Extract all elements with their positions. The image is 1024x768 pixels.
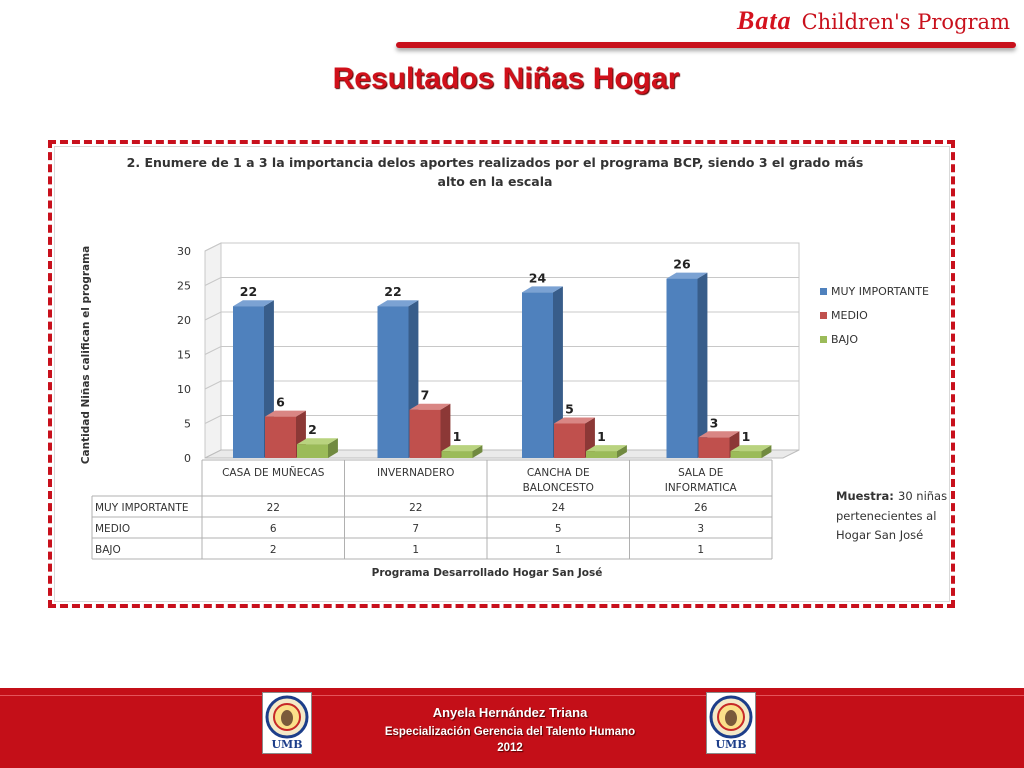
bar <box>378 306 409 458</box>
bar-chart <box>55 147 949 601</box>
table-cell: 1 <box>697 544 705 556</box>
bar-value-label: 22 <box>384 284 402 300</box>
footer-program: Especialización Gerencia del Talento Humano <box>384 726 636 738</box>
university-seal-right-icon <box>706 692 756 754</box>
table-row-label: MEDIO <box>95 523 131 535</box>
bata-logo: Bata <box>737 6 792 35</box>
table-cell: 1 <box>554 544 562 556</box>
university-seal-left-icon <box>262 692 312 754</box>
y-tick-label: 5 <box>184 417 191 431</box>
footer-divider <box>0 695 1024 696</box>
bar <box>442 451 473 458</box>
bar <box>586 451 617 458</box>
chart-title-line1: 2. Enumere de 1 a 3 la importancia delos aportes realizados por el programa BCP, siendo 3 el grado más <box>126 155 864 170</box>
table-cell: 1 <box>412 544 420 556</box>
bar-value-label: 1 <box>452 429 462 445</box>
table-cell: 26 <box>694 502 708 514</box>
bar <box>297 444 328 458</box>
x-category-label: INVERNADERO <box>377 467 455 479</box>
bar <box>522 292 553 458</box>
bar-value-label: 5 <box>565 401 574 417</box>
bar <box>667 279 698 458</box>
bar <box>265 417 296 458</box>
footer-author: Anyela Hernández Triana <box>432 705 588 720</box>
x-category-label: CASA DE MUÑECAS <box>222 467 325 479</box>
x-category-label: INFORMATICA <box>664 482 737 494</box>
bar-side <box>698 273 708 458</box>
x-category-label: SALA DE <box>678 467 724 479</box>
legend-swatch <box>820 312 827 319</box>
legend-label: BAJO <box>831 333 858 346</box>
legend-swatch <box>820 336 827 343</box>
bar-value-label: 3 <box>709 415 719 431</box>
bar <box>554 424 585 459</box>
sample-note-text: Hogar San José <box>836 528 924 542</box>
table-cell: 5 <box>554 523 562 535</box>
y-tick-label: 25 <box>177 279 191 293</box>
table-row-label: MUY IMPORTANTE <box>95 502 189 514</box>
table-cell: 22 <box>409 502 423 514</box>
table-cell: 22 <box>266 502 280 514</box>
sample-note-text: pertenecientes al <box>836 509 937 523</box>
bar <box>233 306 264 458</box>
legend-label: MUY IMPORTANTE <box>831 285 929 298</box>
legend-swatch <box>820 288 827 295</box>
table-cell: 7 <box>412 523 420 535</box>
bar <box>410 410 441 458</box>
table-cell: 6 <box>269 523 277 535</box>
chart-title-line2: alto en la escala <box>437 174 553 189</box>
y-tick-label: 30 <box>177 245 191 258</box>
brand-program-name: Children's Program <box>801 10 1010 34</box>
y-axis-label: Cantidad Niñas califican el programa <box>80 245 92 465</box>
bar-value-label: 26 <box>673 256 691 272</box>
header-divider <box>396 42 1016 48</box>
x-category-label: CANCHA DE <box>526 467 590 479</box>
footer-year: 2012 <box>497 742 523 754</box>
bar-value-label: 1 <box>597 429 606 445</box>
table-cell: 24 <box>551 502 565 514</box>
seal-right-label: UMB <box>715 738 747 751</box>
brand-header <box>737 6 1010 36</box>
y-tick-label: 0 <box>184 452 191 465</box>
table-cell: 3 <box>697 523 705 535</box>
seal-left-label: UMB <box>271 738 303 751</box>
bar-value-label: 6 <box>276 394 285 410</box>
page-title: Resultados Niñas Hogar <box>332 62 680 95</box>
bar <box>731 451 762 458</box>
legend-label: MEDIO <box>831 309 868 322</box>
x-axis-label: Programa Desarrollado Hogar San José <box>371 567 603 579</box>
bar-value-label: 1 <box>741 429 751 445</box>
table-row-label: BAJO <box>95 544 121 556</box>
sample-note-label: Muestra: <box>836 489 894 503</box>
chart-container <box>54 146 950 602</box>
bar <box>699 437 730 458</box>
bar-value-label: 2 <box>308 422 317 438</box>
sample-note-text: 30 niñas <box>898 489 948 503</box>
bar-value-label: 22 <box>239 284 258 300</box>
bar-value-label: 7 <box>420 387 430 403</box>
y-tick-label: 20 <box>177 314 191 327</box>
y-tick-label: 15 <box>177 348 191 362</box>
x-category-label: BALONCESTO <box>522 482 594 494</box>
table-cell: 2 <box>269 544 277 556</box>
y-tick-label: 10 <box>177 383 191 396</box>
bar-value-label: 24 <box>528 270 547 286</box>
